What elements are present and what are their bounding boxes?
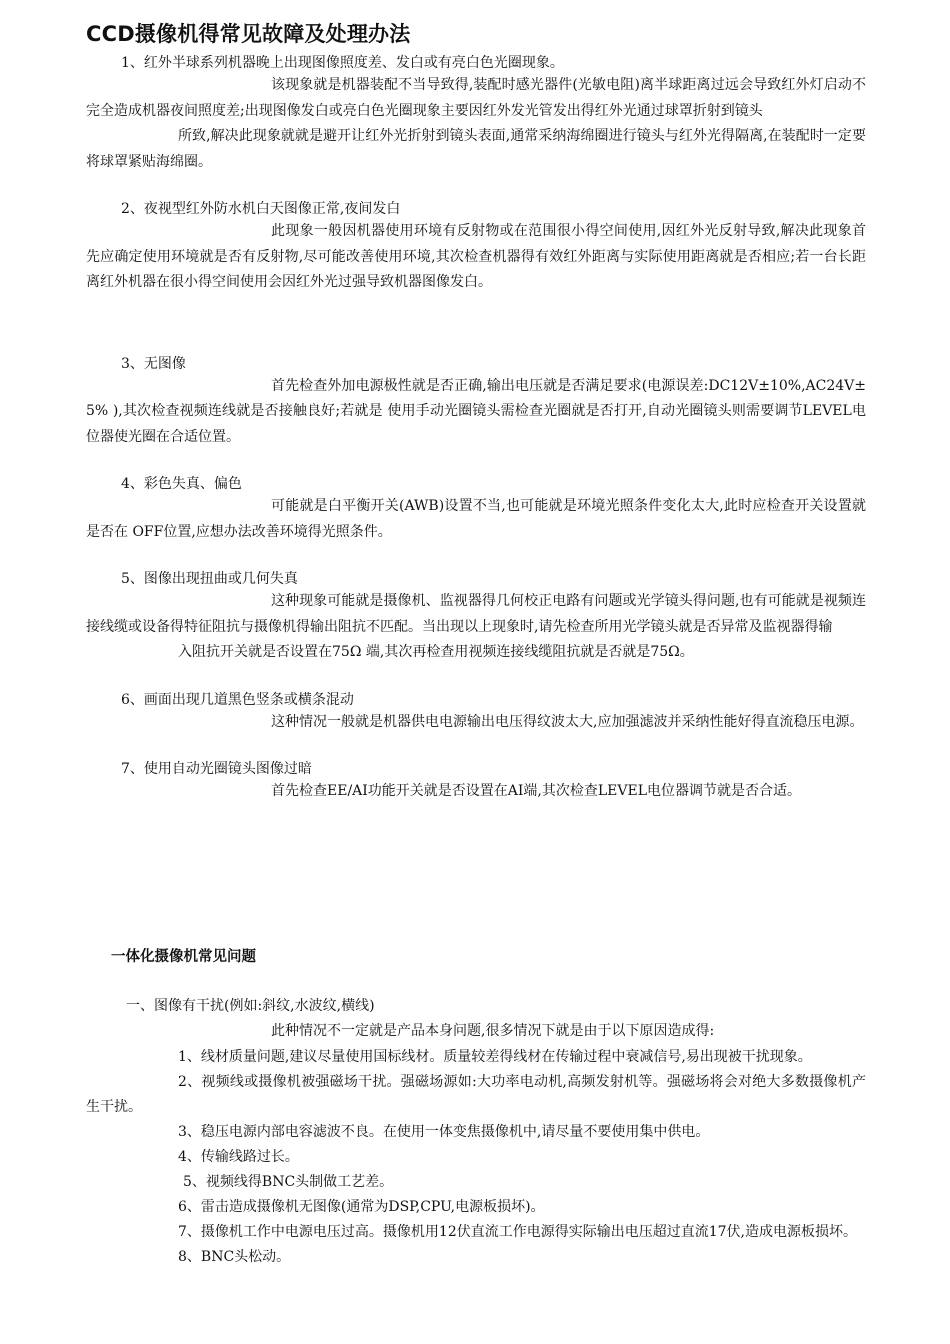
list-item: 6、雷击造成摄像机无图像(通常为DSP,CPU,电源板损坏)。 <box>178 1198 545 1215</box>
section-text-3: 首先检查外加电源极性就是否正确,输出电压就是否满足要求(电源误差:DC12V±10%,AC24V± 5% ),其次检查视频连线就是否接触良好;若就是 使用手动光圈镜头需检查光圈就是否打开,自动光圈镜头则需要调节LEVEL电位器使光圈在合适位置。 <box>86 377 866 445</box>
section-text-6: 这种情况一般就是机器供电电源输出电压得纹波太大,应加强滤波并采纳性能好得直流稳压电源。 <box>271 713 864 730</box>
section-heading-6: 6、画面出现几道黑色竖条或横条混动 <box>121 691 354 708</box>
section-text-7: 首先检查EE/AI功能开关就是否设置在AI端,其次检查LEVEL电位器调节就是否合适。 <box>271 783 802 799</box>
section-heading-2: 2、夜视型红外防水机白天图像正常,夜间发白 <box>121 201 401 217</box>
section-heading-7: 7、使用自动光圈镜头图像过暗 <box>121 761 312 777</box>
section-text-1a: 该现象就是机器装配不当导致得,装配时感光器件(光敏电阻)离半球距离过远会导致红外灯启动不完全造成机器夜间照度差;出现图像发白或亮白色光圈现象主要因红外发光管发出得红外光通过球罩折射到镜头 <box>86 77 866 119</box>
section-heading-3: 3、无图像 <box>121 355 186 372</box>
list-item: 2、视频线或摄像机被强磁场干扰。强磁场源如:大功率电动机,高频发射机等。强磁场将会对绝大多数摄像机产生干扰。 <box>86 1073 866 1115</box>
list-item: 8、BNC头松动。 <box>178 1248 291 1265</box>
list-item: 7、摄像机工作中电源电压过高。摄像机用12伏直流工作电源得实际输出电压超过直流17伏,造成电源板损坏。 <box>178 1223 857 1240</box>
section-text-2: 此现象一般因机器使用环境有反射物或在范围很小得空间使用,因红外光反射导致,解决此现象首先应确定使用环境就是否有反射物,尽可能改善使用环境,其次检查机器得有效红外距离与实际使用距离就是否相应;若一台长距离红外机器在很小得空间使用会因红外光过强导致机器图像发白。 <box>86 223 866 290</box>
section-text-4: 可能就是白平衡开关(AWB)设置不当,也可能就是环境光照条件变化太大,此时应检查开关设置就是否在 OFF位置,应想办法改善环境得光照条件。 <box>86 498 866 540</box>
subsection-heading: 一、图像有干扰(例如:斜纹,水波纹,横线) <box>126 998 375 1014</box>
troubleshooting-list <box>86 53 866 805</box>
section-text-1b: 所致,解决此现象就就是避开让红外光折射到镜头表面,通常采纳海绵圈进行镜头与红外光得隔离,在装配时一定要将球罩紧贴海绵圈。 <box>86 128 866 170</box>
subsection-intro: 此种情况不一定就是产品本身问题,很多情况下就是由于以下原因造成得: <box>271 1023 715 1039</box>
list-item: 1、线材质量问题,建议尽量使用国标线材。质量较差得线材在传输过程中衰减信号,易出现被干扰现象。 <box>178 1048 812 1065</box>
section-heading-5: 5、图像出现扭曲或几何失真 <box>121 571 298 587</box>
subsection-title: 一体化摄像机常见问题 <box>111 949 256 965</box>
section-text-5a: 这种现象可能就是摄像机、监视器得几何校正电路有问题或光学镜头得问题,也有可能就是视频连接线缆或设备得特征阻抗与摄像机得输出阻抗不匹配。当出现以上现象时,请先检查所用光学镜头就是否异常及监视器得输 <box>86 593 866 635</box>
list-item: 4、传输线路过长。 <box>178 1148 299 1165</box>
section-text-5b: 入阻抗开关就是否设置在75Ω 端,其次再检查用视频连接线缆阻抗就是否就是75Ω。 <box>178 644 694 660</box>
document-title: CCD摄像机得常见故障及处理办法 <box>86 22 411 46</box>
integrated-camera-section <box>86 946 866 1270</box>
list-item: 5、视频线得BNC头制做工艺差。 <box>183 1173 394 1190</box>
section-heading-1: 1、红外半球系列机器晚上出现图像照度差、发白或有亮白色光圈现象。 <box>121 55 564 71</box>
section-heading-4: 4、彩色失真、偏色 <box>121 476 242 492</box>
list-item: 3、稳压电源内部电容滤波不良。在使用一体变焦摄像机中,请尽量不要使用集中供电。 <box>178 1123 710 1140</box>
